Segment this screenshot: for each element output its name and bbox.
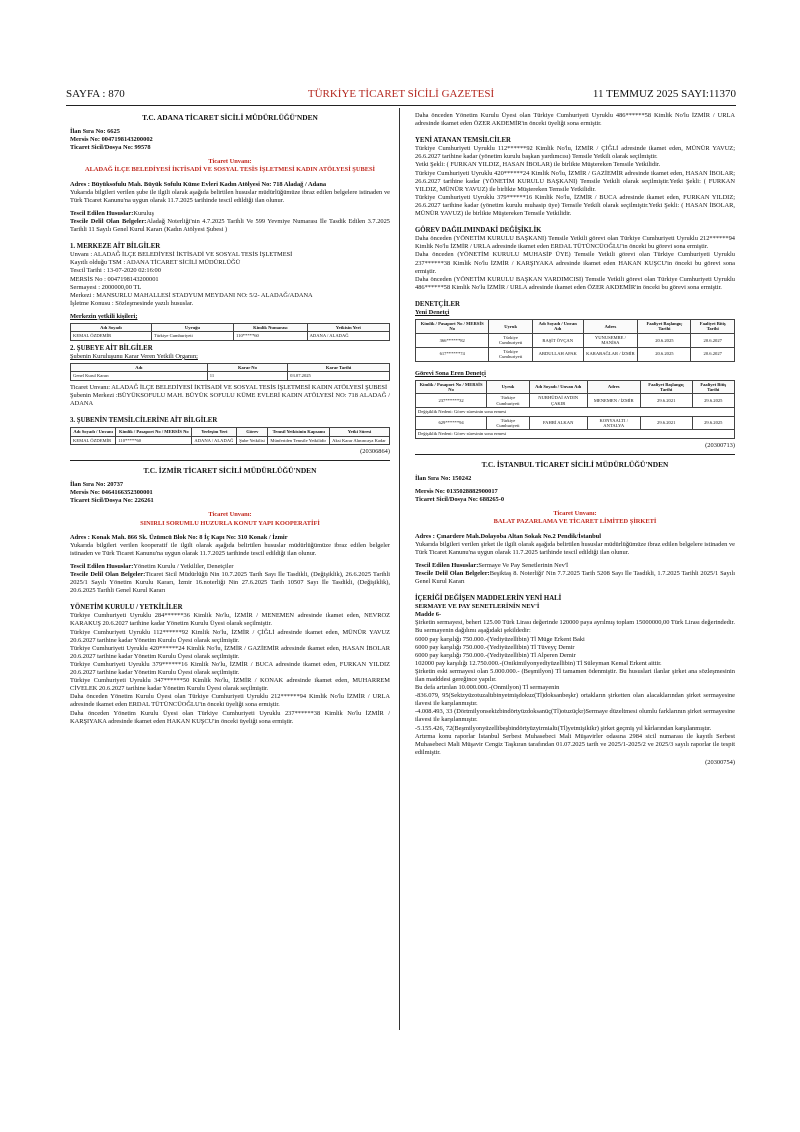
- adana-sube-head: 2. ŞUBEYE AİT BİLGİLER: [70, 344, 153, 352]
- istanbul-body-line: Artırma konu raporlar İstanbul Serbest Muhasebeci Mali Müşavirler odasına 2984 sicil numarası ile kayıtlı Serbest Muhasebeci Mali Müşavir Cengiz Taşkıran tarafından 01.07.2025 tarih ve 2025/1-2025/2 ve 2025/3 sayılı raporlar ile tespit edilmiştir.: [415, 732, 735, 756]
- izmir-adres: Adres : Konak Mah. 866 Sk. Üzümcü Blok No: 8 İç Kapı No: 310 Konak / İzmir: [70, 533, 288, 541]
- izmir-temsil-head: YENİ ATANAN TEMSİLCİLER: [415, 137, 511, 145]
- istanbul-belgeler: Tescile Delil Olan Belgeler:Beşiktaş 8. Noterliği' Nin 7.7.2025 Tarih 5208 Sayı İle Tasdikli, 1.7.2025 Tarihli 2025/1 Sayılı Genel Kurul Kararı: [415, 569, 735, 585]
- adana-yetkili-table: Adı Soyadı Uyruğu Kimlik Numarası Yetkisin Yeri KEMAL ÖZDEMİR Türkiye Cumhuriyeti 110*****60 ADANA / ALADAĞ: [70, 323, 390, 341]
- adana-merkez-line: Tescil Tarihi : 13-07-2020 02:16:00: [70, 267, 161, 275]
- adana-merkez-head: 1. MERKEZE AİT BİLGİLER: [70, 243, 161, 251]
- istanbul-unvan-label: Ticaret Unvanı:: [553, 510, 597, 518]
- table-row: Genel Kurul Kararı 11 03.07.2025: [71, 372, 390, 380]
- adana-belgeler: Tescile Delil Olan Belgeler:Aladağ Noterliği'nin 4.7.2025 Tarihli Ve 599 Yevmiye Numarası İle Tasdik Edilen 3.7.2025 Tarihli 11 Sayılı Genel Kurul Kararı (Kadın Atölyesi Şubesi ): [70, 217, 390, 234]
- istanbul-sicil: Ticaret Sicil/Dosya No: 688265-0: [415, 496, 505, 504]
- adana-merkez-line: Sermayesi : 2000000,00 TL: [70, 283, 142, 291]
- izmir-intro: Yukarıda bilgileri verilen kooperatif ile ilgili olarak aşağıda belirtilen hususlar müdürlüğümüze ibraz edilen belgeler istinaden ve Türk Ticaret Kanunu'na uygun olarak 11.7.2025 tarihinde tescil edildiği ilan olunur.: [70, 541, 390, 557]
- izmir-gorev-head: GÖREV DAĞILIMINDAKİ DEĞİŞİKLİK: [415, 227, 542, 235]
- table-row: 237******32 Türkiye Cumhuriyeti NURHÜDAİ AYDIN ÇAKIR MENEMEN / İZMİR 29.6.2021 29.6.2025: [416, 394, 735, 408]
- adana-office: T.C. ADANA TİCARET SİCİLİ MÜDÜRLÜĞÜ'NDEN: [142, 113, 318, 122]
- page-number: SAYFA : 870: [66, 88, 125, 100]
- istanbul-body-line: 6000 pay karşılığı 750.000.-(Yediyüzellibin) Tl Tüveyç Demir: [415, 643, 575, 651]
- adana-adres: Adres : Büyüksofulu Mah. Büyük Sofulu Küme Evleri Kadın Atölyesi No: 718 Aladağ / Adana: [70, 180, 327, 188]
- izmir-gorev-line: Daha önceden (YÖNETİM KURULU BAŞKANI) Temsile Yetkili görevi olan Türkiye Cumhuriyeti Uyruklu 212******94 Kimlik No'lu İZMİR / URLA adresinde ikamet eden ERDAL TÜTÜNCÜOĞLU'in önceki bu görevi sona ermiştir.: [415, 235, 735, 251]
- istanbul-office: T.C. İSTANBUL TİCARET SİCİLİ MÜDÜRLÜĞÜ'NDEN: [481, 459, 669, 469]
- adana-merkez-line: Kayıtlı olduğu TSM : ADANA TİCARET SİCİLİ MÜDÜRLÜĞÜ: [70, 259, 241, 267]
- izmir-yk-line: Daha önceden Yönetim Kurulu Üyesi olan Türkiye Cumhuriyeti Uyruklu 486******58 Kimlik No'lu İZMİR / URLA adresinde ikamet eden ÖZER AKDEMİR'in önceki üyeliği sona ermiştir.: [415, 112, 735, 128]
- adana-unvan: ALADAĞ İLÇE BELEDİYESİ İKTİSADİ VE SOSYAL TESİS İŞLETMESİ KADIN ATÖLYESİ ŞUBESİ: [84, 166, 376, 174]
- izmir-notice: [70, 467, 390, 726]
- istanbul-hususlar: Tescil Edilen Hususlar:Sermaye Ve Pay Senetlerinin Nev'İ: [415, 561, 569, 569]
- istanbul-body-line: -5.155.426, 72(Beşmilyonyüzellibeşbindörtyüzyirmialtı(Tl)yetmişikikr) şirket geçmiş yıl kârlarından karşılanmıştır.: [415, 724, 712, 732]
- izmir-yk-line: Türkiye Cumhuriyeti Uyruklu 112******92 Kimlik No'lu, İZMİR / ÇİĞLİ adresinde ikamet eden, MÜNÜR YAVUZ 20.6.2027 tarihine kadar Yönetim Kurulu Üyesi olarak seçilmiştir.: [70, 628, 390, 644]
- istanbul-body-line: -4.008.493, 33 (Dörtmilyonsekizbindörtyüzdoksanüç(Tl)otuzüçkr)Sermaye düzeltmesi olumlu farklarının şirket sermayesine ilavesi ile karşılanmıştır.: [415, 708, 735, 724]
- istanbul-body-line: Bu sermayenin dağılımı aşağıdaki şekildedir:: [415, 627, 531, 635]
- istanbul-ilan: İlan Sıra No: 150242: [415, 475, 472, 483]
- gazette-title: TÜRKİYE TİCARET SİCİLİ GAZETESİ: [307, 88, 495, 100]
- adana-sube-sub: Şubenin Kuruluşunu Karar Veren Yetkili Organın;: [70, 352, 198, 360]
- istanbul-icerik-head: İÇERİĞİ DEĞİŞEN MADDELERİN YENİ HALİ: [415, 595, 562, 603]
- istanbul-adres: Adres : Çınardere Mah.Dolayoba Altan Sokak No.2 Pendik/İstanbul: [415, 532, 602, 540]
- izmir-yk-head: YÖNETİM KURULU / YETKİLİLER: [70, 604, 183, 612]
- istanbul-body-line: Şirketin sermayesi, beheri 125.00 Türk Lirası değerinde 120000 paya ayrılmış toplam 15000000,00 Türk Lirası değerindedir.: [415, 619, 735, 627]
- izmir-code: (20300713): [705, 441, 735, 449]
- izmir-unvan-label: Ticaret Unvanı:: [208, 511, 252, 519]
- istanbul-body-line: 102000 pay karşılığı 12.750.000.-(Onikimilyonyediyüzellibin) Tl Süleyman Kemal Erkent aittir.: [415, 659, 662, 667]
- izmir-office: T.C. İZMİR TİCARET SİCİLİ MÜDÜRLÜĞÜ'NDEN: [143, 466, 317, 476]
- izmir-belgeler: Tescile Delil Olan Belgeler:Ticaret Sicil Müdürlüğü Nin 10.7.2025 Tarih Sayı İle Tasdikli, (Değişiklik), 26.6.2025 Tarihli 2025/1 Sayılı Yönetim Kurulu Kararı, İzmir 16.noterliği Nin 27.6.2025 Tarih 10507 Sayı İle Tasdikli, (Değişiklik), 20.6.2025 Tarihli Genel Kurul Kararı: [70, 571, 390, 595]
- column-divider: [399, 108, 400, 1030]
- istanbul-body-line: Şirketin eski sermayesi olan 5.000.000.- (Beşmilyon) Tl tamamen ödenmiştir. Bu hususlari ilanlar şirket ana sözleşmesinin ilan madddesi gereğince yapılır.: [415, 667, 735, 683]
- istanbul-mersis: Mersis No: 0135028882900017: [415, 488, 498, 496]
- adana-sicil: Ticaret Sicil/Dosya No: 99578: [70, 144, 151, 152]
- adana-sube-line: Ticaret Unvanı: ALADAĞ İLÇE BELEDİYESİ İKTİSADİ VE SOSYAL TESİS İŞLETMESİ KADIN ATÖLYESİ ŞUBESİ: [70, 383, 388, 391]
- istanbul-body-line: Bu defa artırılan 10.000.000.-(Onmilyon) Tl sermayenin: [415, 684, 560, 692]
- izmir-temsil-line: Yetki Şekli: ( FURKAN YILDIZ, HASAN İBOLAR) ile birlikte Müştereken Temsile Yetkilidir.: [415, 161, 661, 169]
- istanbul-code: (20300754): [705, 758, 735, 766]
- izmir-temsil-line: Türkiye Cumhuriyeti Uyruklu 112******92 Kimlik No'lu, İZMİR / ÇİĞLİ adresinde ikamet eden, MÜNÜR YAVUZ; 26.6.2027 tarihine kadar (yönetim kurulu başkan yardımcısı) Temsile Yetkili olarak seçilmiştir.: [415, 145, 735, 161]
- izmir-yk-line: Türkiye Cumhuriyeti Uyruklu 379******16 Kimlik No'lu, İZMİR / BUCA adresinde ikamet eden, FURKAN YILDIZ 20.6.2027 tarihine kadar Yönetim Kurulu Üyesi olarak seçilmiştir.: [70, 660, 390, 677]
- izmir-eski-head: Görevi Sona Eren Denetçi: [415, 369, 486, 377]
- izmir-hususlar: Tescil Edilen Hususlar:Yönetim Kurulu / Yetkililer, Denetçiler: [70, 562, 234, 570]
- adana-sube-line: Şubenin Merkezi :BÜYÜKSOFULU MAH. BÜYÜK SOFULU KÜME EVLERİ KADIN ATÖLYESİ NO: 718 ALADAĞ / ADANA: [70, 391, 390, 407]
- adana-merkez-line: Merkezi : MANSURLU MAHALLESİ STADYUM MEYDANI NO: 5/2- ALADAĞ/ADANA: [70, 291, 313, 299]
- adana-yetkili-head: Merkezin yetkili kişileri;: [70, 312, 138, 320]
- table-row: KEMAL ÖZDEMİR 110*****60 ADANA / ALADAĞ Şube Yetkilisi Münferiden Temsile Yetkilidir Aksi Karar Alınıncaya Kadar: [71, 436, 390, 444]
- izmir-gorev-line: Daha önceden (YÖNETİM KURULU MUHASİP ÜYE) Temsile Yetkili görevi olan Türkiye Cumhuriyeti Uyruklu 237******38 Kimlik No'lu İZMİR / KARŞIYAKA adresinde ikamet eden HAKAN KUŞCU'in önceki bu görevi sona ermiştir.: [415, 251, 735, 275]
- izmir-ilan: İlan Sıra No: 20737: [70, 481, 124, 489]
- adana-notice: [70, 114, 390, 456]
- adana-hususlar: Tescil Edilen Hususlar:Kuruluş: [70, 209, 154, 217]
- table-row: Değişiklik Nedeni: Görev süresinin sona ermesi: [416, 430, 735, 438]
- izmir-yk-line: Türkiye Cumhuriyeti Uyruklu 420******24 Kimlik No'lu, İZMİR / GAZİEMİR adresinde ikamet eden, HASAN İBOLAR 20.6.2027 tarihine kadar Yönetim Kurulu Üyesi olarak seçilmiştir.: [70, 644, 390, 660]
- izmir-yk-line: Türkiye Cumhuriyeti Uyruklu 284******36 Kimlik No'lu, İZMİR / MENEMEN adresinde ikamet eden, NEVROZ KARAKUŞ 20.6.2027 tarihine kadar Yönetim Kurulu Üyesi olarak seçilmiştir.: [70, 612, 390, 628]
- istanbul-intro: Yukarıda bilgileri verilen şirket ile ilgili olarak aşağıda belirtilen hususlar müdürlüğümüze ibraz edilen belgelere istinaden ve Türk Ticaret Kanunu'na uygun olarak 11.7.2025 tarihinde tescil edildiği ilan olunur.: [415, 540, 735, 556]
- izmir-yk-line: Daha önceden Yönetim Kurulu Üyesi olan Türkiye Cumhuriyeti Uyruklu 212******94 Kimlik No'lu İZMİR / URLA adresinde ikamet eden ERDAL TÜTÜNCÜOĞLU'in önceki üyeliği sona ermiştir.: [70, 693, 390, 709]
- right-column: [415, 112, 735, 1027]
- issue-date: 11 TEMMUZ 2025 SAYI:11370: [592, 88, 736, 100]
- izmir-yk-line: Türkiye Cumhuriyeti Uyruklu 347******50 Kimlik No'lu, İZMİR / KONAK adresinde ikamet eden, MUHARREM CİVELEK 20.6.2027 tarihine kadar Yönetim Kurulu Üyesi olarak seçilmiştir.: [70, 677, 390, 693]
- izmir-yeni-head: Yeni Denetçi: [415, 308, 450, 316]
- izmir-gorev-line: Daha önceden (YÖNETİM KURULU BAŞKAN YARDIMCISI) Temsile Yetkili görevi olan Türkiye Cumhuriyeti Uyruklu 486******58 Kimlik No'lu İZMİR / URLA adresinde ikamet eden ÖZER AKDEMİR'in önceki bu görevi sona ermiştir.: [415, 275, 735, 291]
- header-rule: [66, 105, 736, 106]
- table-row: Değişiklik Nedeni: Görev süresinin sona ermesi: [416, 408, 735, 416]
- adana-merkez-line: Unvanı : ALADAĞ İLÇE BELEDİYESİ İKTİSADİ VE SOSYAL TESİS İŞLETMESİ: [70, 251, 293, 259]
- adana-merkez-line: MERSİS No : 0047198143200001: [70, 275, 159, 283]
- adana-sube-table: Adı Karar No Karar Tarihi Genel Kurul Kararı 11 03.07.2025: [70, 363, 390, 381]
- notice-separator: [415, 454, 735, 455]
- table-row: 617******74 Türkiye Cumhuriyeti ABDULLAH APAK KARABAĞLAR / İZMİR 20.6.2025 20.6.2027: [416, 347, 735, 361]
- adana-temsil-table: Adı Soyadı / Unvanı Kimlik / Pasaport No / MERSİS No Yerleşim Yeri Görev Temsil Yetkisinin Kapsamı Yetki Süresi KEMAL ÖZDEMİR 110*****60 ADANA / ALADAĞ Şube Yetkilisi Münferiden Temsile Yetkilidir Aksi Karar Alınıncaya Kadar: [70, 427, 390, 445]
- page-header: [66, 88, 736, 104]
- adana-merkez-line: İşletme Konusu : Sözleşmesinde yazılı hususlar.: [70, 299, 194, 307]
- istanbul-notice: [415, 461, 735, 767]
- notice-separator: [70, 460, 390, 461]
- adana-intro: Yukarıda bilgileri verilen şube ile ilgili olarak aşağıda belirtilen hususlar müdürlüğümüze ibraz edilen belgelere istinaden ve Türk Ticaret Kanunu'na uygun olarak 11.7.2025 tarihinde tescil edildiği ilan olunur.: [70, 188, 390, 204]
- istanbul-madde: Madde 6-: [415, 611, 442, 619]
- izmir-temsil-line: Türkiye Cumhuriyeti Uyruklu 420******24 Kimlik No'lu, İZMİR / GAZİEMİR adresinde ikamet eden, HASAN İBOLAR; 26.6.2027 tarihine kadar (YÖNETİM KURULU BAŞKANI) Temsile Yetkili olarak seçilmiştir.Yetki Şekli: ( FURKAN YILDIZ, MÜNÜR YAVUZ) ile birlikte Müştereken Temsile Yetkilidir.: [415, 169, 735, 193]
- table-row: KEMAL ÖZDEMİR Türkiye Cumhuriyeti 110*****60 ADANA / ALADAĞ: [71, 332, 390, 340]
- adana-mersis: Mersis No: 0047198143200002: [70, 136, 153, 144]
- izmir-mersis: Mersis No: 0464166352300001: [70, 489, 153, 497]
- table-row: 366******82 Türkiye Cumhuriyeti RAŞİT ÖVÇAN YUNUSEMRE / MANİSA 20.6.2025 20.6.2027: [416, 333, 735, 347]
- adana-unvan-label: Ticaret Unvanı:: [208, 158, 252, 166]
- istanbul-body-line: 6000 pay karşılığı 750.000.-(Yediyüzellibin) Tl Alperen Demir: [415, 651, 576, 659]
- izmir-yeni-table: Kimlik / Pasaport No / MERSİS No Uyruk Adı Soyadı / Unvan Adı Adres Faaliyet Başlangıç Tarihi Faaliyet Bitiş Tarihi 366******82 Türkiye Cumhuriyeti RAŞİT ÖVÇAN YUNUSEMRE / MANİSA 20.6.2025 20.6.2027 617******74 Türkiye Cumhuriyeti ABDULLAH APAK KARABAĞLAR / İZMİR 20.6.2025 20.6.2027: [415, 319, 735, 361]
- table-row: 629******94 Türkiye Cumhuriyeti FAHRİ ALKAN KONYAALTI / ANTALYA 29.6.2021 29.6.2025: [416, 416, 735, 430]
- istanbul-body-line: 6000 pay karşılığı 750.000.-(Yediyüzellibin) Tl Müge Erkent Baki: [415, 635, 585, 643]
- izmir-unvan: SINIRLI SORUMLU HUZURLA KONUT YAPI KOOPERATİFİ: [140, 519, 320, 527]
- izmir-eski-table: Kimlik / Pasaport No / MERSİS No Uyruk Adı Soyadı / Unvan Adı Adres Faaliyet Başlangıç Tarihi Faaliyet Bitiş Tarihi 237******32 Türkiye Cumhuriyeti NURHÜDAİ AYDIN ÇAKIR MENEMEN / İZMİR 29.6.2021 29.6.2025 Değişiklik Nedeni: Görev süresinin sona ermesi 629******94 Türkiye Cumhuriyeti FAHRİ ALKAN KONYAALTI / ANTALYA 29.6.2021 29.6.2025 Değişiklik Nedeni: Görev süresinin sona ermesi: [415, 380, 735, 439]
- adana-temsil-head: 3. ŞUBENİN TEMSİLCİLERİNE AİT BİLGİLER: [70, 417, 218, 425]
- izmir-yk-line: Daha önceden Yönetim Kurulu Üyesi olan Türkiye Cumhuriyeti Uyruklu 237******38 Kimlik No'lu İZMİR / KARŞIYAKA adresinde ikamet eden HAKAN KUŞCU'in önceki üyeliği sona ermiştir.: [70, 709, 390, 725]
- izmir-notice-continued: [415, 112, 735, 450]
- istanbul-unvan: BALAT PAZARLAMA VE TİCARET LİMİTED ŞİRKETİ: [493, 518, 657, 526]
- istanbul-body-line: -836.079, 95(Sekizyüzotuzaltıbinyetmişdokuz(Tl)doksanbeşkr) ortakların şirketten olan alacaklarından şirket sermayesine ilavesi ile karşılanmıştır.: [415, 692, 735, 708]
- left-column: [70, 112, 390, 1027]
- izmir-denet-head: DENETÇİLER: [415, 300, 460, 308]
- izmir-temsil-line: Türkiye Cumhuriyeti Uyruklu 379******16 Kimlik No'lu, İZMİR / BUCA adresinde ikamet eden, FURKAN YILDIZ; 26.6.2027 tarihine kadar (yönetim kurulu muhasip üye) Temsile Yetkili olarak seçilmiştir.Yetki Şekli: ( HASAN İBOLAR, MÜNÜR YAVUZ) ile birlikte Müştereken Temsile Yetkilidir.: [415, 193, 735, 218]
- adana-code: (20306864): [360, 447, 390, 455]
- adana-ilan: İlan Sıra No: 6625: [70, 128, 120, 136]
- izmir-sicil: Ticaret Sicil/Dosya No: 226261: [70, 497, 154, 505]
- istanbul-icerik-head2: SERMAYE VE PAY SENETLERİNİN NEV'İ: [415, 603, 540, 611]
